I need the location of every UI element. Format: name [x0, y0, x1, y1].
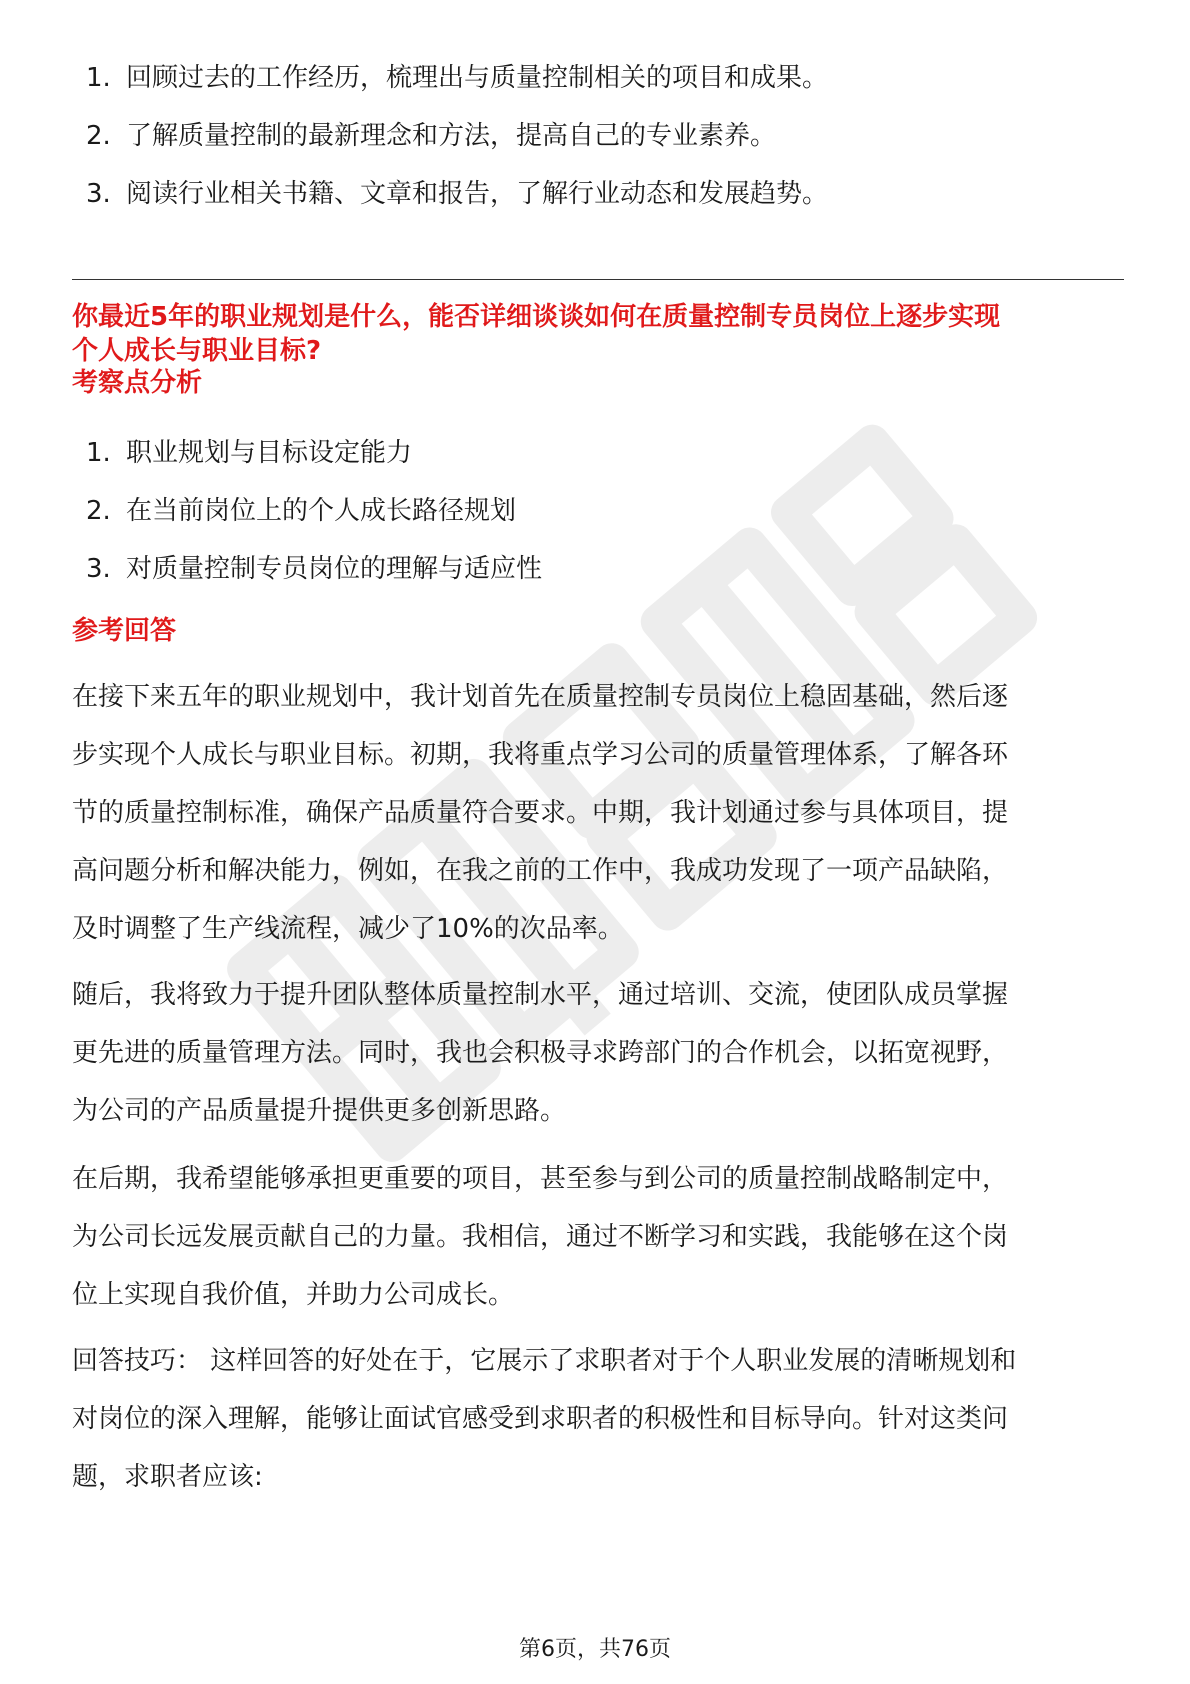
paragraph-line: 更先进的质量管理方法。同时，我也会积极寻求跨部门的合作机会，以拓宽视野，: [72, 1038, 1009, 1068]
answer-tips-paragraph: [72, 1332, 1132, 1506]
list-item-text: 对质量控制专员岗位的理解与适应性: [126, 554, 543, 584]
paragraph-line: 在接下来五年的职业规划中，我计划首先在质量控制专员岗位上稳固基础，然后逐: [72, 682, 1009, 712]
list-item-text: 在当前岗位上的个人成长路径规划: [126, 496, 517, 526]
paragraph-line: 节的质量控制标准，确保产品质量符合要求。中期，我计划通过参与具体项目，提: [72, 798, 1009, 828]
question-line: 个人成长与职业目标?: [72, 336, 322, 366]
paragraph-line: 位上实现自我价值，并助力公司成长。: [72, 1280, 515, 1310]
answer-paragraph-3: [72, 1150, 1132, 1324]
analysis-list: [86, 424, 542, 598]
list-item: 3. 对质量控制专员岗位的理解与适应性: [86, 554, 543, 584]
paragraph-line: 及时调整了生产线流程，减少了10%的次品率。: [72, 914, 624, 944]
interview-question: [72, 300, 1132, 368]
page-number: 第6页，共76页: [519, 1637, 671, 1662]
list-item-text: 回顾过去的工作经历，梳理出与质量控制相关的项目和成果。: [126, 63, 829, 93]
list-item: 2. 了解质量控制的最新理念和方法，提高自己的专业素养。: [86, 121, 777, 151]
section-divider: [72, 279, 1124, 280]
paragraph-line: 为公司的产品质量提升提供更多创新思路。: [72, 1096, 567, 1126]
answer-paragraph-1: [72, 668, 1132, 958]
paragraph-line: 随后，我将致力于提升团队整体质量控制水平，通过培训、交流，使团队成员掌握: [72, 980, 1009, 1010]
paragraph-line: 步实现个人成长与职业目标。初期，我将重点学习公司的质量管理体系，了解各环: [72, 740, 1009, 770]
list-item-text: 职业规划与目标设定能力: [126, 438, 413, 468]
paragraph-line: 高问题分析和解决能力，例如，在我之前的工作中，我成功发现了一项产品缺陷，: [72, 856, 1009, 886]
paragraph-line: 回答技巧： 这样回答的好处在于，它展示了求职者对于个人职业发展的清晰规划和: [72, 1346, 1017, 1376]
answer-paragraph-2: [72, 966, 1132, 1140]
list-item: 1. 职业规划与目标设定能力: [86, 438, 413, 468]
paragraph-line: 题，求职者应该:: [72, 1462, 263, 1492]
analysis-heading: 考察点分析: [72, 368, 203, 398]
paragraph-line: 对岗位的深入理解，能够让面试官感受到求职者的积极性和目标导向。针对这类问: [72, 1404, 1009, 1434]
paragraph-line: 在后期，我希望能够承担更重要的项目，甚至参与到公司的质量控制战略制定中，: [72, 1164, 1009, 1194]
list-item: 1. 回顾过去的工作经历，梳理出与质量控制相关的项目和成果。: [86, 63, 829, 93]
paragraph-line: 为公司长远发展贡献自己的力量。我相信，通过不断学习和实践，我能够在这个岗: [72, 1222, 1009, 1252]
list-item-text: 阅读行业相关书籍、文章和报告，了解行业动态和发展趋势。: [126, 179, 829, 209]
question-line: 你最近5年的职业规划是什么，能否详细谈谈如何在质量控制专员岗位上逐步实现: [72, 302, 1001, 332]
answer-heading: 参考回答: [72, 616, 177, 646]
previous-list: [86, 49, 828, 223]
list-item-text: 了解质量控制的最新理念和方法，提高自己的专业素养。: [126, 121, 777, 151]
list-item: 3. 阅读行业相关书籍、文章和报告，了解行业动态和发展趋势。: [86, 179, 829, 209]
list-item: 2. 在当前岗位上的个人成长路径规划: [86, 496, 517, 526]
